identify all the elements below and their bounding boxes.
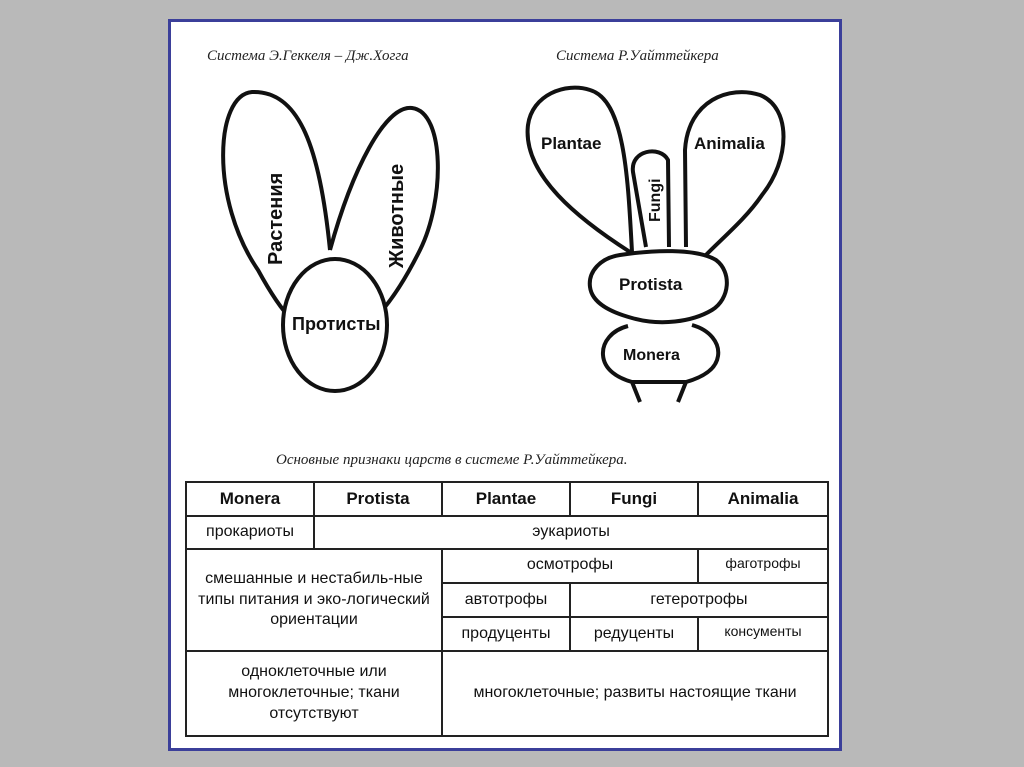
table-caption: Основные признаки царств в системе Р.Уайттейкера. (276, 452, 628, 468)
eukaryotes-cell: эукариоты (314, 516, 828, 548)
table-row (186, 651, 828, 736)
fungi-label: Fungi (647, 178, 664, 222)
table-header-row (186, 482, 828, 516)
whittaker-caption: Система Р.Уайттейкера (556, 48, 719, 64)
reducers-cell: редуценты (570, 617, 698, 651)
heterotrophs-cell: гетеротрофы (570, 583, 828, 617)
prokaryotes-cell: прокариоты (186, 516, 314, 548)
header-plantae: Plantae (442, 482, 570, 516)
header-monera: Monera (186, 482, 314, 516)
producers-cell: продуценты (442, 617, 570, 651)
phagotrophs-cell: фаготрофы (698, 549, 828, 583)
monera-label: Monera (623, 347, 680, 364)
table-row (186, 549, 828, 583)
mixed-nutrition-cell: смешанные и нестабиль-ные типы питания и эко-логический ориентации (186, 549, 442, 652)
header-fungi: Fungi (570, 482, 698, 516)
animals-label: Животные (386, 163, 408, 268)
table-row (186, 516, 828, 548)
protista-label: Protista (619, 275, 683, 294)
multicellular-cell: многоклеточные; развиты настоящие ткани (442, 651, 828, 736)
header-animalia: Animalia (698, 482, 828, 516)
unicellular-cell: одноклеточные или многоклеточные; ткани отсутствуют (186, 651, 442, 736)
plants-label: Растения (265, 172, 287, 265)
plantae-label: Plantae (541, 134, 602, 153)
plantae-lobe (528, 88, 632, 252)
consumers-cell: консументы (698, 617, 828, 651)
protists-label: Протисты (292, 314, 381, 334)
haeckel-caption: Система Э.Геккеля – Дж.Хогга (207, 48, 409, 64)
kingdoms-table (185, 481, 829, 737)
animalia-lobe (685, 92, 784, 258)
header-protista: Protista (314, 482, 442, 516)
osmotrophs-cell: осмотрофы (442, 549, 698, 583)
autotrophs-cell: автотрофы (442, 583, 570, 617)
animalia-label: Animalia (694, 134, 765, 153)
